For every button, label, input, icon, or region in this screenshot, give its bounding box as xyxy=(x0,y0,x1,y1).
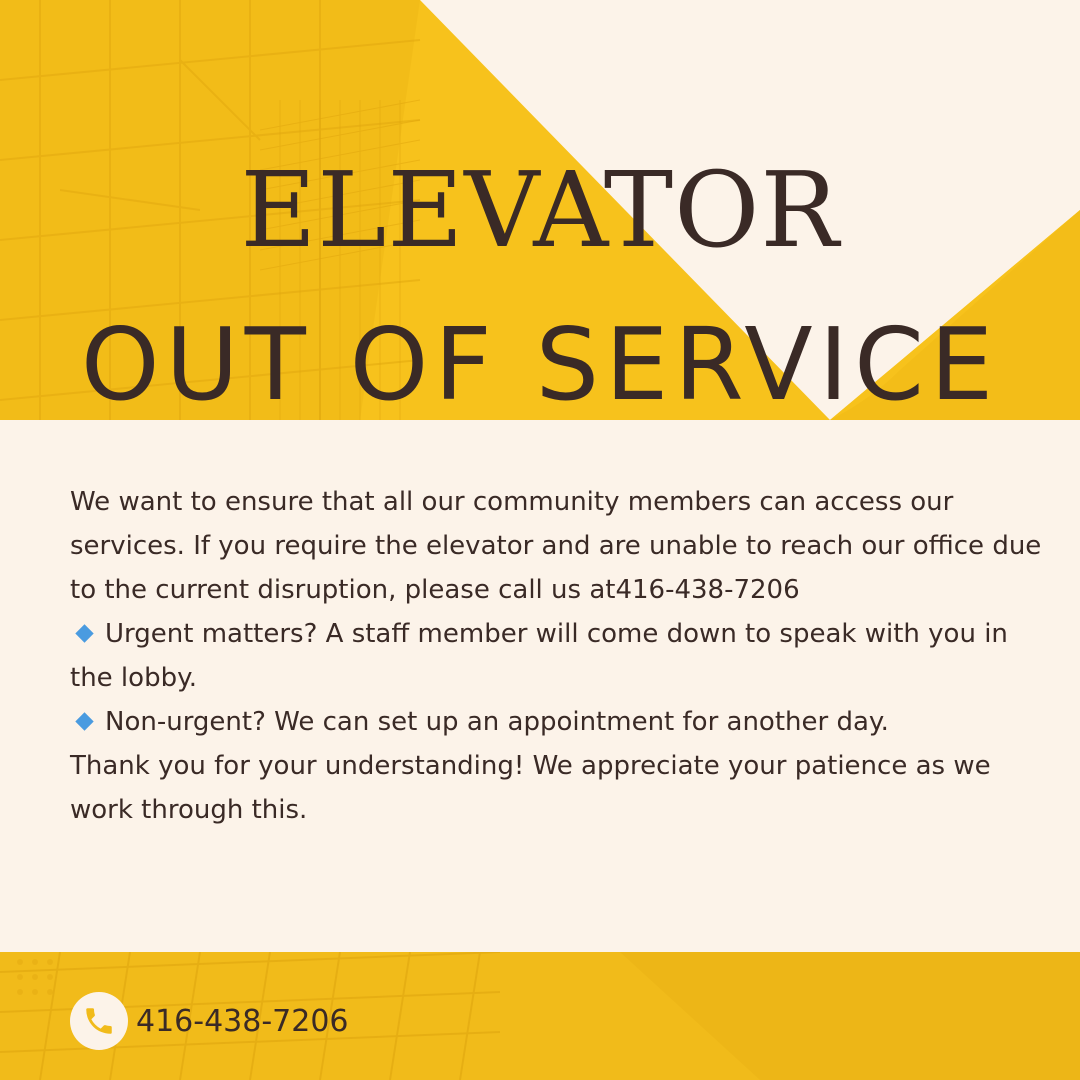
bullet-non-urgent xyxy=(70,700,1050,744)
bullet-non-urgent-text: Non-urgent? We can set up an appointment for another day. xyxy=(105,707,889,737)
intro-paragraph: We want to ensure that all our community members can access our services. If you require the elevator and are unable to reach our office due to the current disruption, please call us at416-438-7206 xyxy=(70,487,1042,605)
phone-glyph xyxy=(82,1004,116,1038)
phone-number[interactable]: 416-438-7206 xyxy=(136,1003,349,1039)
closing-paragraph: Thank you for your understanding! We appreciate your patience as we work through this. xyxy=(70,751,991,825)
bullet-urgent xyxy=(70,612,1050,700)
title-elevator: ELEVATOR xyxy=(240,149,840,271)
diamond-bullet-icon xyxy=(75,624,93,642)
title-out-of-service: OUT OF SERVICE xyxy=(80,306,1000,423)
contact-row xyxy=(70,990,349,1052)
bullet-urgent-text: Urgent matters? A staff member will come down to speak with you in the lobby. xyxy=(70,619,1008,693)
diamond-bullet-icon xyxy=(75,712,93,730)
notice-body xyxy=(70,480,1050,832)
phone-icon xyxy=(70,992,128,1050)
